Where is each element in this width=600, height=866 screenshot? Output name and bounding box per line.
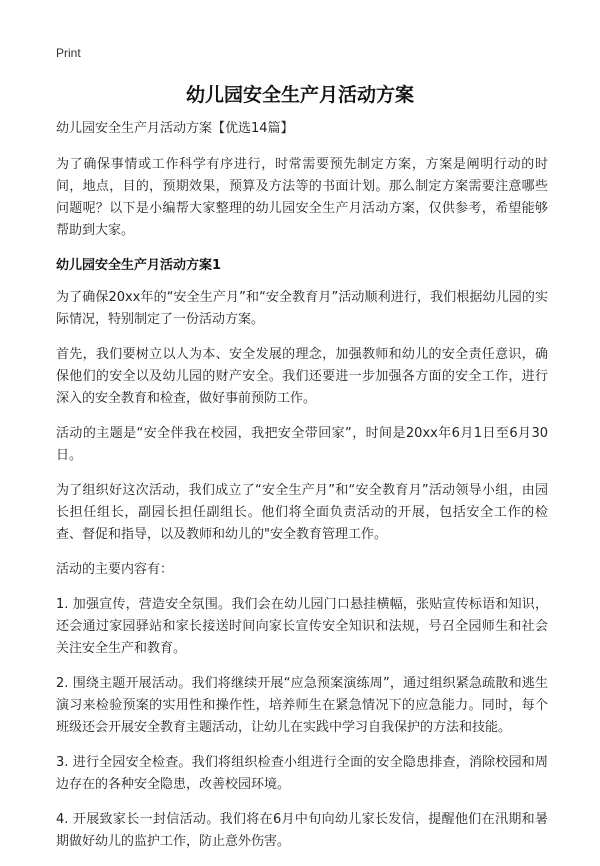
body-paragraph: 活动的主要内容有： <box>56 562 174 577</box>
document-subtitle: 幼儿园安全生产月活动方案【优选14篇】 <box>56 121 294 136</box>
body-paragraph: 首先，我们要树立以人为本、安全发展的理念，加强教师和幼儿的安全责任意识，确保他们的安全以及幼儿园的财产安全。我们还要进一步加强各方面的安全工作，进行深入的安全教育和检查，做好事前预防工作。 <box>56 347 548 406</box>
body-paragraph: 为了确保20xx年的“安全生产月”和“安全教育月”活动顺利进行，我们根据幼儿园的实际情况，特别制定了一份活动方案。 <box>56 290 548 327</box>
document-body <box>56 118 548 866</box>
list-item: 1. 加强宣传，营造安全氛围。我们会在幼儿园门口悬挂横幅，张贴宣传标语和知识，还会通过家园驿站和家长接送时间向家长宣传安全知识和法规，号召全园师生和社会关注安全生产和教育。 <box>56 597 548 656</box>
list-item: 2. 围绕主题开展活动。我们将继续开展“应急预案演练周”，通过组织紧急疏散和逃生演习来检验预案的实用性和操作性，培养师生在紧急情况下的应急能力。同时，每个班级还会开展安全教育主题活动，让幼儿在实践中学习自我保护的方法和技能。 <box>56 676 548 735</box>
intro-paragraph: 为了确保事情或工作科学有序进行，时常需要预先制定方案，方案是阐明行动的时间，地点，目的，预期效果，预算及方法等的书面计划。那么制定方案需要注意哪些问题呢？以下是小编帮大家整理的幼儿园安全生产月活动方案，仅供参考，希望能够帮助到大家。 <box>56 157 548 238</box>
body-paragraph: 为了组织好这次活动，我们成立了“安全生产月”和“安全教育月”活动领导小组，由园长担任组长，副园长担任副组长。他们将全面负责活动的开展，包括安全工作的检查、督促和指导，以及教师和幼儿的"安全教育管理工作。 <box>56 483 548 542</box>
print-link[interactable]: Print <box>56 46 81 60</box>
section-heading: 幼儿园安全生产月活动方案1 <box>56 258 222 273</box>
body-paragraph: 活动的主题是“安全伴我在校园，我把安全带回家”，时间是20xx年6月1日至6月30日。 <box>56 426 548 463</box>
page-title: 幼儿园安全生产月活动方案 <box>185 84 414 106</box>
list-item: 4. 开展致家长一封信活动。我们将在6月中旬向幼儿家长发信，提醒他们在汛期和暑期做好幼儿的监护工作，防止意外伤害。 <box>56 812 548 849</box>
list-item: 3. 进行全园安全检查。我们将组织检查小组进行全面的安全隐患排查，消除校园和周边存在的各种安全隐患，改善校园环境。 <box>56 755 548 792</box>
